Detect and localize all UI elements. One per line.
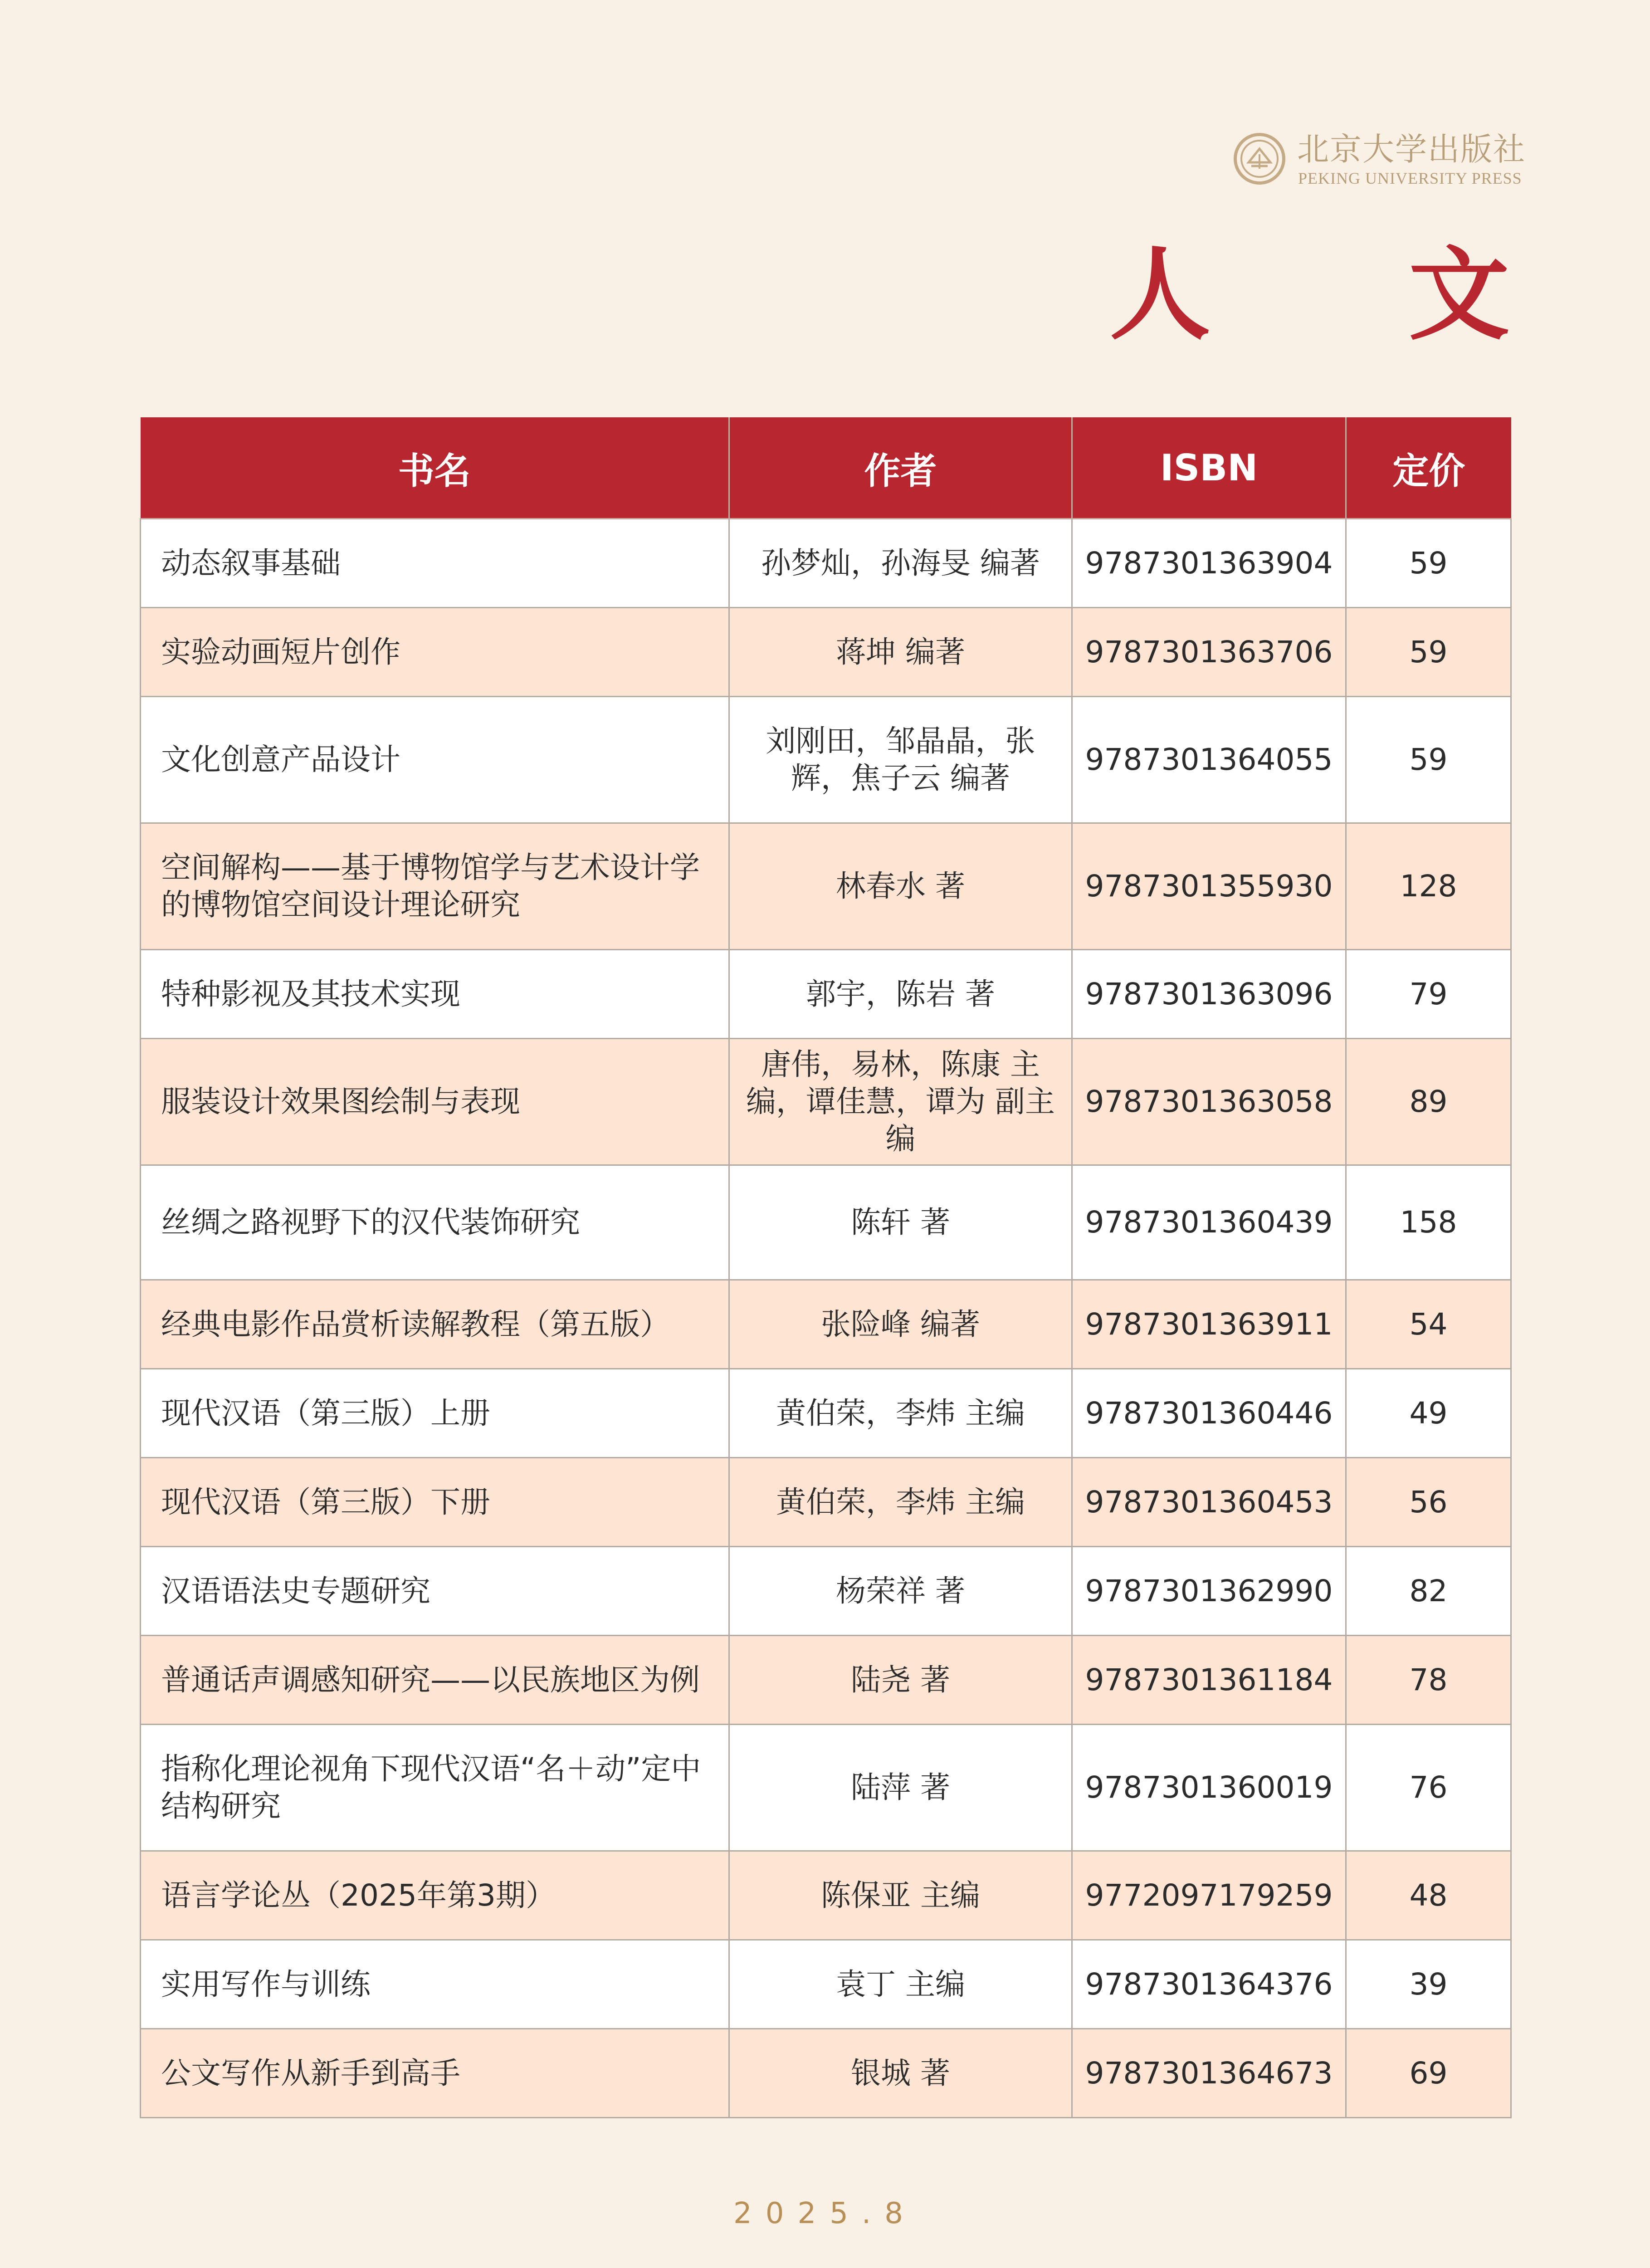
book-isbn: 9787301360019 bbox=[1072, 1725, 1346, 1851]
table-row bbox=[141, 1851, 1511, 1940]
book-price: 76 bbox=[1346, 1725, 1511, 1851]
book-title: 指称化理论视角下现代汉语“名＋动”定中结构研究 bbox=[141, 1725, 729, 1851]
book-price: 82 bbox=[1346, 1547, 1511, 1636]
book-isbn: 9787301364376 bbox=[1072, 1940, 1346, 2029]
book-price: 39 bbox=[1346, 1940, 1511, 2029]
book-author: 蒋坤 编著 bbox=[729, 608, 1072, 697]
book-title: 语言学论丛（2025年第3期） bbox=[141, 1851, 729, 1940]
book-title: 特种影视及其技术实现 bbox=[141, 950, 729, 1039]
book-author: 黄伯荣，李炜 主编 bbox=[729, 1369, 1072, 1458]
book-author: 袁丁 主编 bbox=[729, 1940, 1072, 2029]
table-row bbox=[141, 1636, 1511, 1725]
book-title: 丝绸之路视野下的汉代装饰研究 bbox=[141, 1165, 729, 1280]
book-title: 文化创意产品设计 bbox=[141, 697, 729, 823]
book-price: 56 bbox=[1346, 1458, 1511, 1547]
book-author: 银城 著 bbox=[729, 2029, 1072, 2118]
university-seal-icon bbox=[1234, 133, 1285, 185]
book-author: 唐伟，易林，陈康 主编，谭佳慧，谭为 副主编 bbox=[729, 1039, 1072, 1165]
book-isbn: 9787301360446 bbox=[1072, 1369, 1346, 1458]
book-price: 49 bbox=[1346, 1369, 1511, 1458]
book-title: 汉语语法史专题研究 bbox=[141, 1547, 729, 1636]
issue-date: 2025.8 bbox=[733, 2197, 917, 2230]
book-price: 54 bbox=[1346, 1280, 1511, 1369]
table-row bbox=[141, 1725, 1511, 1851]
book-price: 59 bbox=[1346, 519, 1511, 608]
book-author: 张险峰 编著 bbox=[729, 1280, 1072, 1369]
book-isbn: 9787301364673 bbox=[1072, 2029, 1346, 2118]
table-row bbox=[141, 1458, 1511, 1547]
book-isbn: 9787301355930 bbox=[1072, 823, 1346, 950]
book-isbn: 9787301363904 bbox=[1072, 519, 1346, 608]
book-isbn: 9787301360453 bbox=[1072, 1458, 1346, 1547]
book-title: 实用写作与训练 bbox=[141, 1940, 729, 2029]
table-row bbox=[141, 823, 1511, 950]
header-price: 定价 bbox=[1346, 417, 1511, 519]
book-title: 动态叙事基础 bbox=[141, 519, 729, 608]
book-author: 陈保亚 主编 bbox=[729, 1851, 1072, 1940]
book-isbn: 9787301360439 bbox=[1072, 1165, 1346, 1280]
table-row bbox=[141, 1940, 1511, 2029]
publisher-logo bbox=[1234, 129, 1526, 188]
book-isbn: 9787301364055 bbox=[1072, 697, 1346, 823]
table-row bbox=[141, 1165, 1511, 1280]
table-row bbox=[141, 1369, 1511, 1458]
book-author: 林春水 著 bbox=[729, 823, 1072, 950]
book-title: 空间解构——基于博物馆学与艺术设计学的博物馆空间设计理论研究 bbox=[141, 823, 729, 950]
book-price: 128 bbox=[1346, 823, 1511, 950]
book-price: 59 bbox=[1346, 608, 1511, 697]
table-header-row bbox=[141, 417, 1511, 519]
table-row bbox=[141, 2029, 1511, 2118]
book-isbn: 9787301363911 bbox=[1072, 1280, 1346, 1369]
book-price: 69 bbox=[1346, 2029, 1511, 2118]
book-author: 陈轩 著 bbox=[729, 1165, 1072, 1280]
book-title: 普通话声调感知研究——以民族地区为例 bbox=[141, 1636, 729, 1725]
table-row bbox=[141, 950, 1511, 1039]
book-isbn: 9772097179259 bbox=[1072, 1851, 1346, 1940]
page-title: 人 文 bbox=[1109, 236, 1591, 354]
table-row bbox=[141, 697, 1511, 823]
book-table bbox=[140, 417, 1512, 2118]
book-title: 公文写作从新手到高手 bbox=[141, 2029, 729, 2118]
book-price: 158 bbox=[1346, 1165, 1511, 1280]
book-price: 48 bbox=[1346, 1851, 1511, 1940]
book-author: 孙梦灿，孙海旻 编著 bbox=[729, 519, 1072, 608]
header-isbn: ISBN bbox=[1072, 417, 1346, 519]
book-author: 刘刚田，邹晶晶，张辉，焦子云 编著 bbox=[729, 697, 1072, 823]
table-row bbox=[141, 608, 1511, 697]
book-price: 59 bbox=[1346, 697, 1511, 823]
book-author: 黄伯荣，李炜 主编 bbox=[729, 1458, 1072, 1547]
logo-english-name: PEKING UNIVERSITY PRESS bbox=[1298, 169, 1522, 187]
book-title: 现代汉语（第三版）上册 bbox=[141, 1369, 729, 1458]
book-price: 78 bbox=[1346, 1636, 1511, 1725]
book-title: 实验动画短片创作 bbox=[141, 608, 729, 697]
book-isbn: 9787301362990 bbox=[1072, 1547, 1346, 1636]
book-author: 陆尧 著 bbox=[729, 1636, 1072, 1725]
logo-chinese-name: 北京大学出版社 bbox=[1297, 131, 1526, 168]
header-author: 作者 bbox=[729, 417, 1072, 519]
table-row bbox=[141, 1039, 1511, 1165]
book-author: 郭宇，陈岩 著 bbox=[729, 950, 1072, 1039]
book-isbn: 9787301363058 bbox=[1072, 1039, 1346, 1165]
book-author: 杨荣祥 著 bbox=[729, 1547, 1072, 1636]
book-title: 经典电影作品赏析读解教程（第五版） bbox=[141, 1280, 729, 1369]
book-price: 89 bbox=[1346, 1039, 1511, 1165]
book-isbn: 9787301361184 bbox=[1072, 1636, 1346, 1725]
book-isbn: 9787301363096 bbox=[1072, 950, 1346, 1039]
book-title: 现代汉语（第三版）下册 bbox=[141, 1458, 729, 1547]
book-author: 陆萍 著 bbox=[729, 1725, 1072, 1851]
book-isbn: 9787301363706 bbox=[1072, 608, 1346, 697]
table-row bbox=[141, 1547, 1511, 1636]
book-price: 79 bbox=[1346, 950, 1511, 1039]
header-title: 书名 bbox=[141, 417, 729, 519]
table-row bbox=[141, 519, 1511, 608]
book-title: 服装设计效果图绘制与表现 bbox=[141, 1039, 729, 1165]
table-row bbox=[141, 1280, 1511, 1369]
